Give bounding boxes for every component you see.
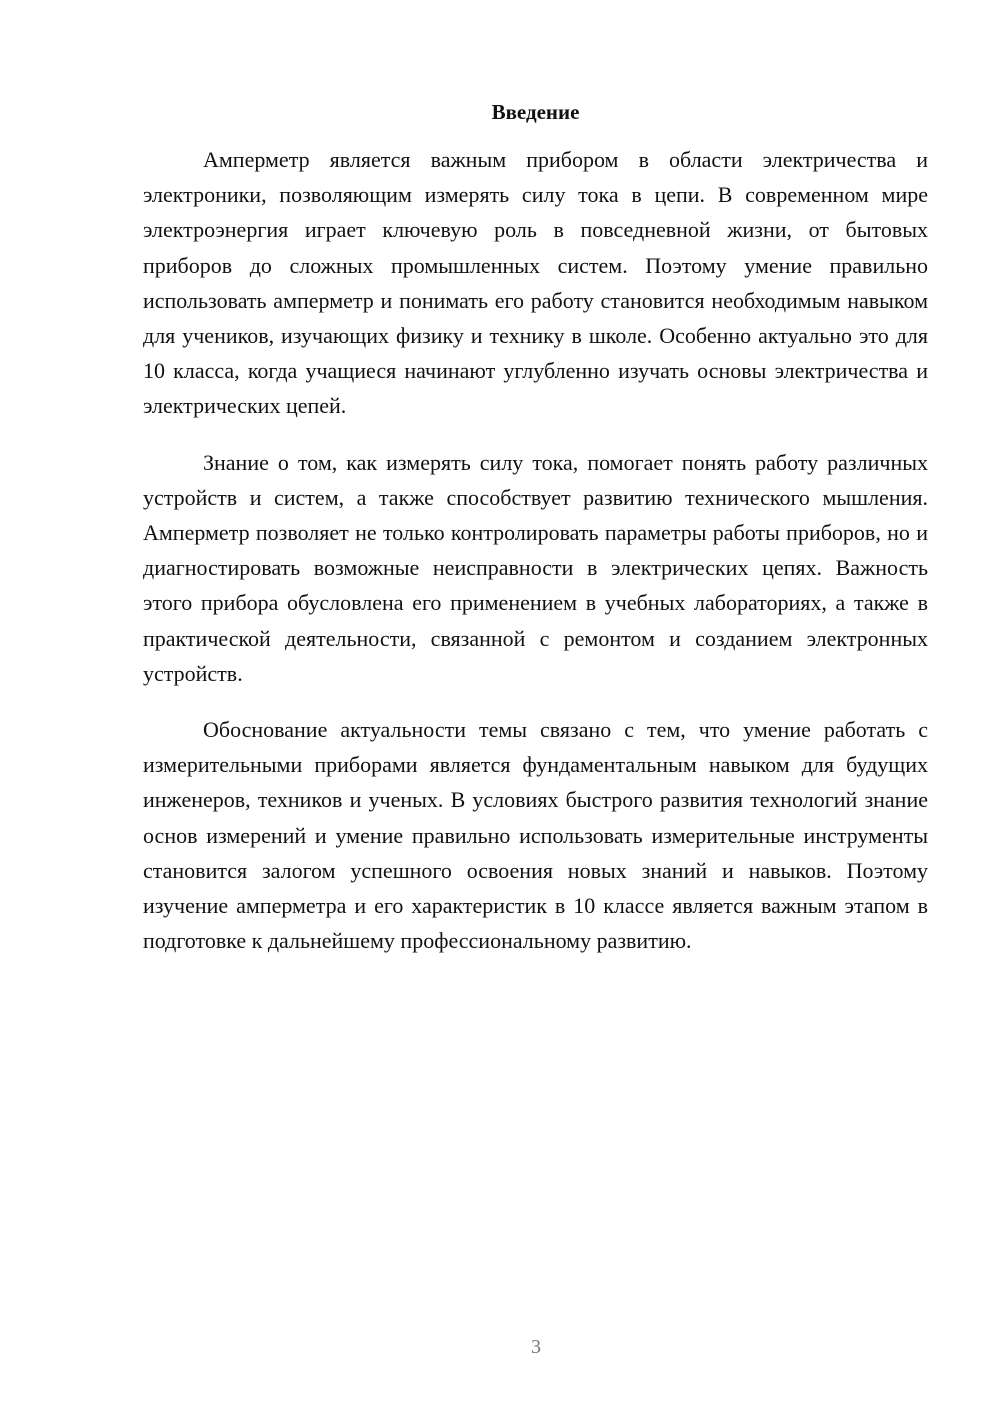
paragraph-3: Обоснование актуальности темы связано с тем, что умение работать с измерительными приборами является фундаментальным навыком для будущих инженеров, техников и ученых. В условиях быстрого развития технологий знание основ измерений и умение правильно использовать измерительные инструменты становится залогом успешного освоения новых знаний и навыков. Поэтому изучение амперметра и его характеристик в 10 классе является важным этапом в подготовке к дальнейшему профессиональному развитию. <box>143 717 928 954</box>
document-body <box>143 142 928 979</box>
paragraph-2: Знание о том, как измерять силу тока, помогает понять работу различных устройств и систем, а также способствует развитию технического мышления. Амперметр позволяет не только контролировать параметры работы приборов, но и диагностировать возможные неисправности в электрических цепях. Важность этого прибора обусловлена его применением в учебных лабораториях, а также в практической деятельности, связанной с ремонтом и созданием электронных устройств. <box>143 449 928 686</box>
paragraph-1: Амперметр является важным прибором в области электричества и электроники, позволяющим измерять силу тока в цепи. В современном мире электроэнергия играет ключевую роль в повседневной жизни, от бытовых приборов до сложных промышленных систем. Поэтому умение правильно использовать амперметр и понимать его работу становится необходимым навыком для учеников, изучающих физику и технику в школе. Особенно актуально это для 10 класса, когда учащиеся начинают углубленно изучать основы электричества и электрических цепей. <box>143 147 928 419</box>
section-heading: Введение <box>491 100 580 124</box>
page-number: 3 <box>531 1336 541 1358</box>
